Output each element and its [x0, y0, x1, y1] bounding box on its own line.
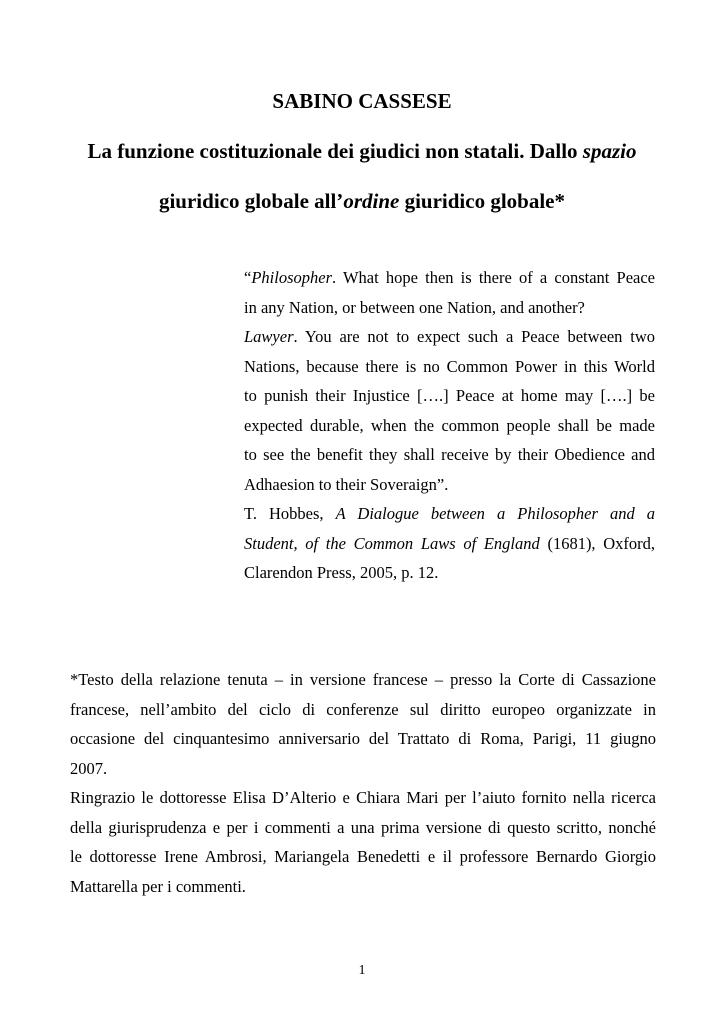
epigraph-text: . What hope then is there of a constant Peace [332, 268, 655, 287]
epigraph-line: expected durable, when the common people shall be made [244, 415, 655, 435]
epigraph-line: in any Nation, or between one Nation, and another? [244, 297, 585, 317]
citation-title: A Dialogue between a Philosopher and a [335, 504, 655, 523]
title-text: giuridico globale all’ [158, 189, 344, 213]
epigraph-line: Adhaesion to their Soveraign”. [244, 474, 449, 494]
epigraph-line: to see the benefit they shall receive by their Obedience and [244, 445, 655, 464]
footnote-line: 2007. [70, 758, 108, 778]
speaker-name: Philosopher [251, 268, 332, 287]
footnote [70, 665, 656, 901]
footnote-line: Mattarella per i commenti. [70, 876, 246, 896]
citation-text: T. Hobbes, [244, 504, 336, 523]
epigraph-quote [244, 263, 655, 588]
footnote-line: Ringrazio le dottoresse Elisa D’Alterio e Chiara Mari per l’aiuto fornito nella ricerca [70, 788, 656, 807]
epigraph-text: “ [244, 268, 252, 287]
speaker-name: Lawyer [244, 327, 294, 346]
citation-line: Clarendon Press, 2005, p. 12. [244, 563, 439, 582]
epigraph-text: . You are not to expect such a Peace between two [293, 327, 655, 346]
footnote-line: della giurisprudenza e per i commenti a una prima versione di questo scritto, nonché [70, 817, 656, 837]
epigraph-line: Nations, because there is no Common Power in this World [244, 356, 655, 376]
citation-line [244, 499, 655, 529]
footnote-line: occasione del cinquantesimo anniversario del Trattato di Roma, Parigi, 11 giugno [70, 729, 656, 748]
title-emphasis: ordine [343, 189, 400, 213]
title-line-2 [0, 188, 724, 214]
epigraph-line [244, 322, 655, 352]
citation-text: (1681), Oxford, [539, 533, 655, 553]
title-text: La funzione costituzionale dei giudici non statali. Dallo [87, 139, 583, 163]
citation-line [244, 529, 655, 559]
epigraph-line [244, 263, 655, 293]
footnote-line: francese, nell’ambito del ciclo di conferenze sul diritto europeo organizzate in [70, 699, 656, 719]
footnote-line: *Testo della relazione tenuta – in versione francese – presso la Corte di Cassazione [70, 670, 656, 689]
title-line-1 [0, 138, 724, 164]
epigraph-line: to punish their Injustice [….] Peace at home may [….] be [244, 386, 655, 405]
page-number: 1 [358, 963, 366, 978]
title-text: giuridico globale* [399, 189, 566, 213]
title-emphasis: spazio [582, 139, 637, 163]
citation-title: Student, of the Common Laws of England [244, 533, 540, 553]
footnote-line: le dottoresse Irene Ambrosi, Mariangela Benedetti e il professore Bernardo Giorgio [70, 847, 656, 866]
author-name: SABINO CASSESE [272, 89, 452, 113]
